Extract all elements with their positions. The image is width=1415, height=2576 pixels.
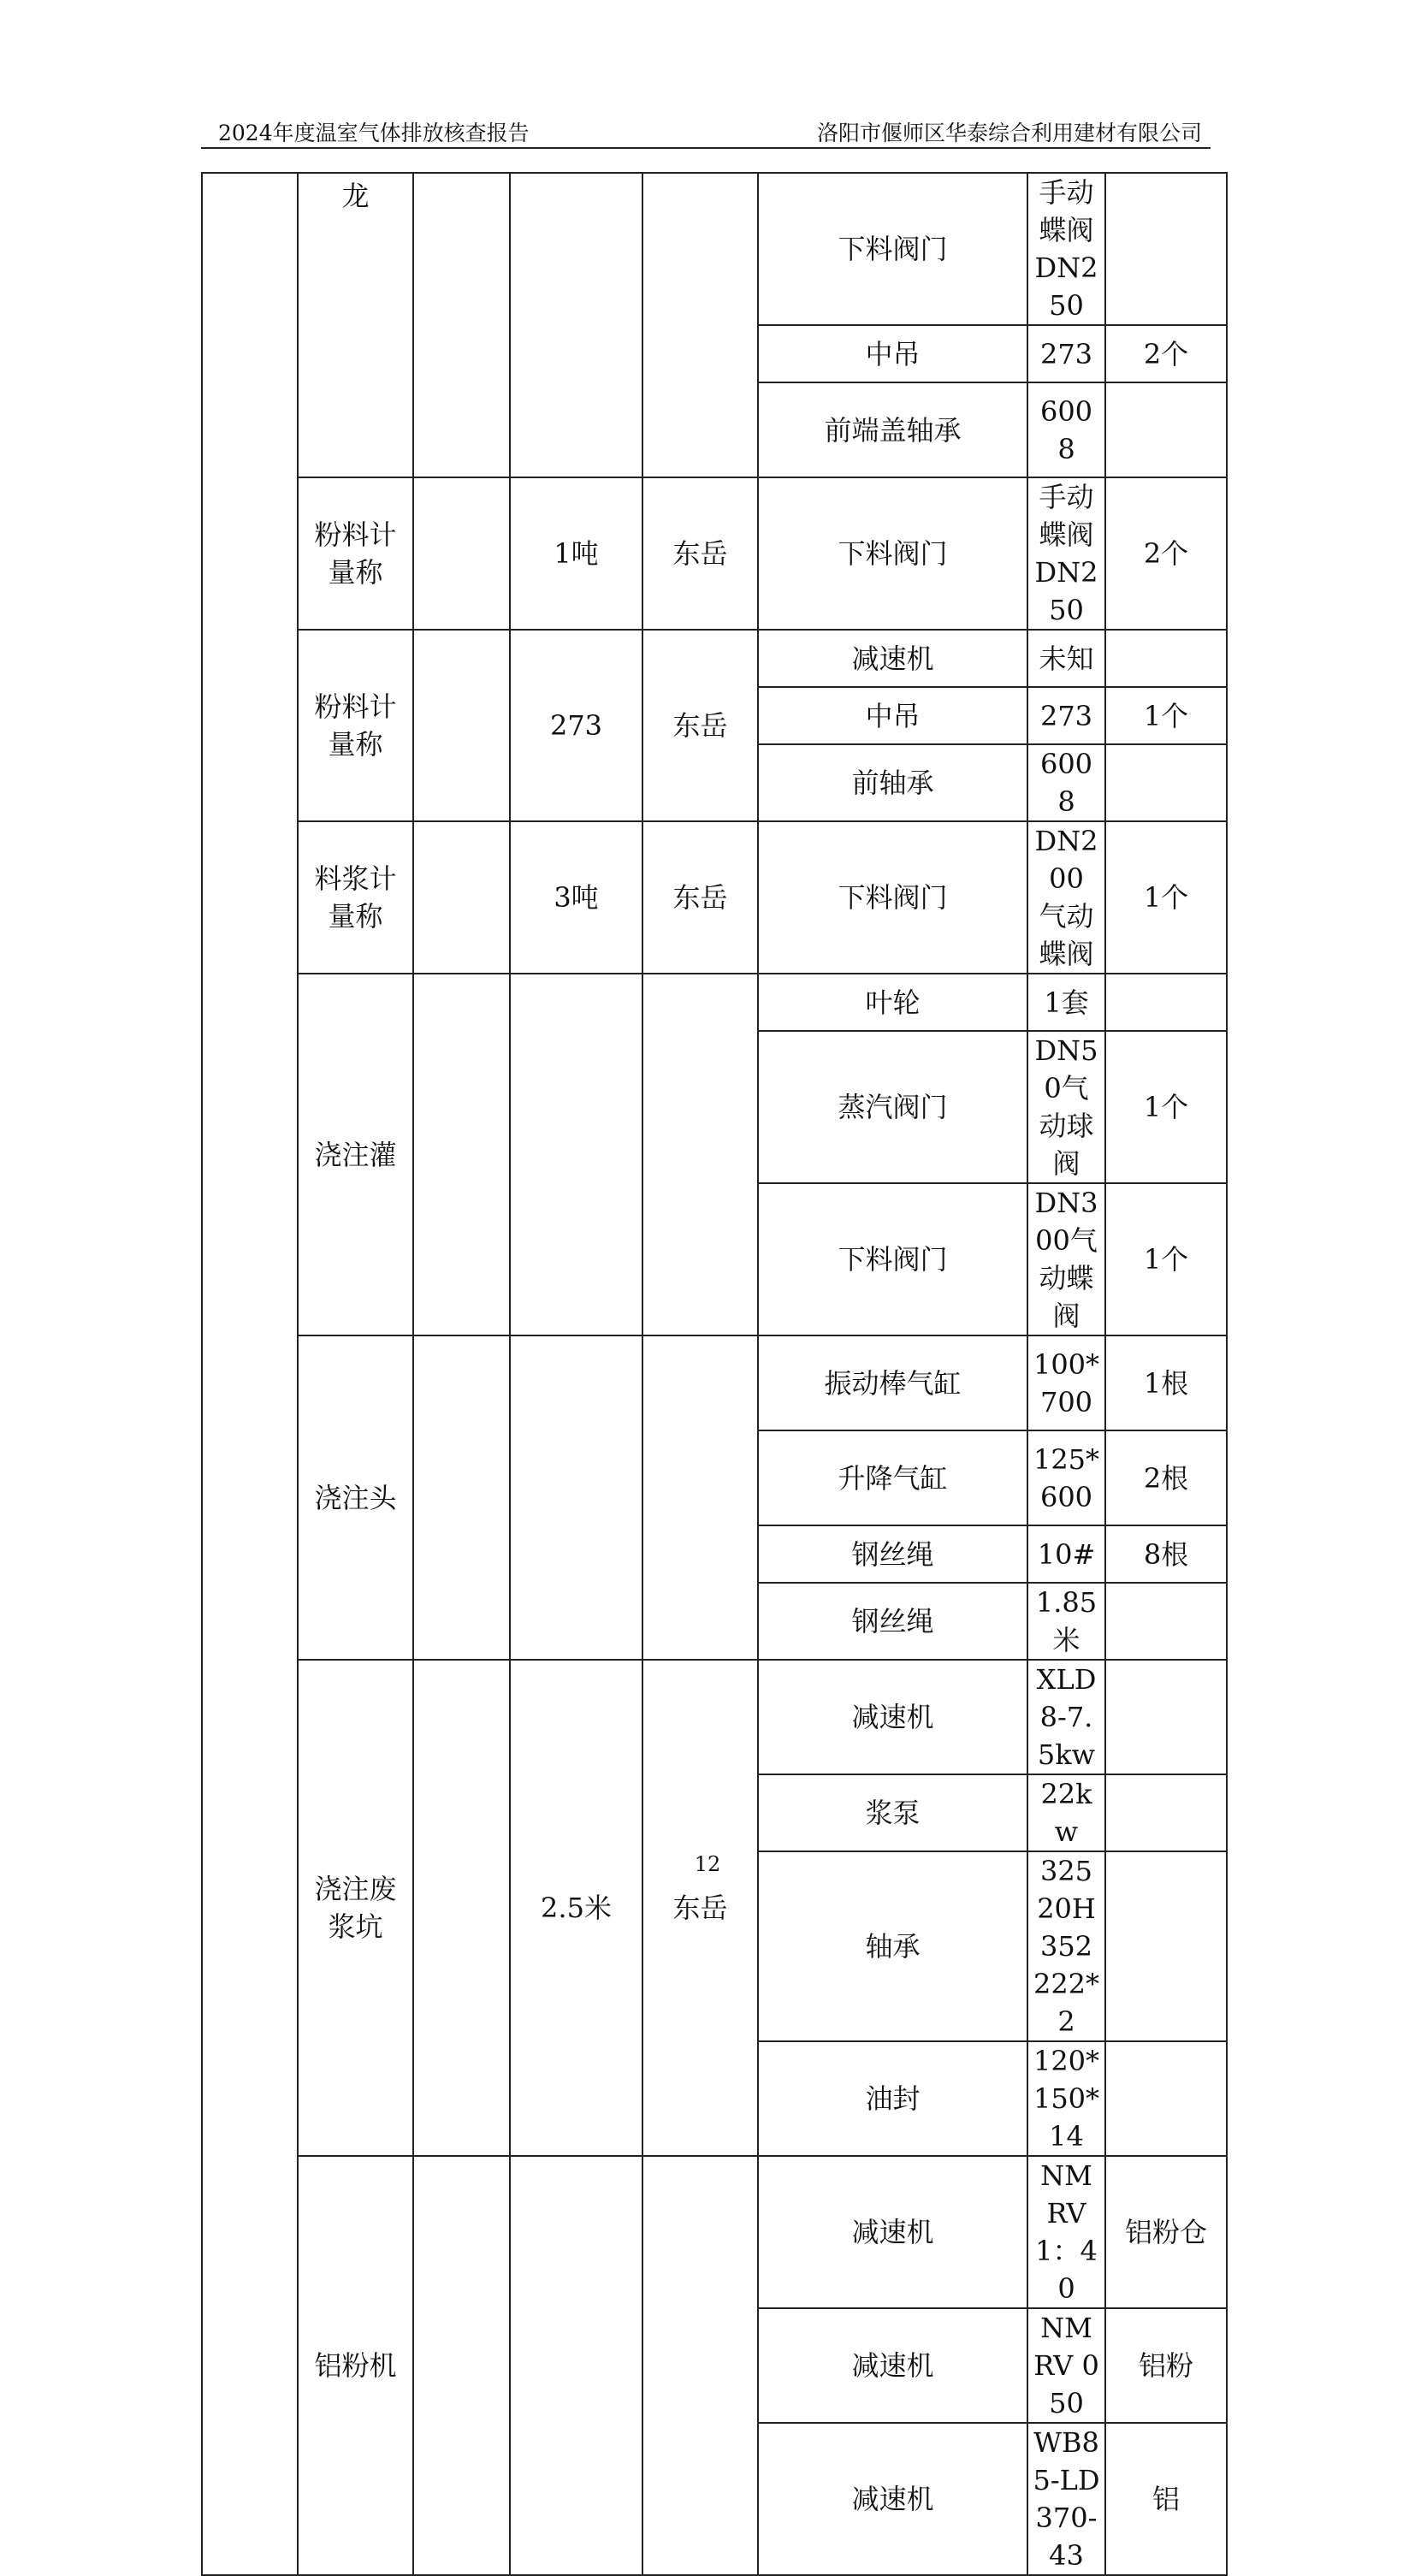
model-cell: WB85-LD370-43 [1027,2423,1105,2575]
qty-cell [1105,382,1227,477]
brand-cell: 东岳 [642,630,758,821]
part-cell: 叶轮 [758,974,1027,1031]
spec-cell [510,2156,642,2575]
blank-cell [413,974,510,1335]
part-cell: 浆泵 [758,1774,1027,1851]
part-cell: 中吊 [758,325,1027,382]
equipment-cell: 浇注头 [298,1335,413,1660]
part-cell: 升降气缸 [758,1430,1027,1525]
blank-cell [413,2156,510,2575]
blank-cell [413,477,510,630]
part-cell: 油封 [758,2041,1027,2156]
equipment-cell: 浇注灌 [298,974,413,1335]
model-cell: XLD8-7.5kw [1027,1660,1105,1774]
model-cell: 1套 [1027,974,1105,1031]
report-title: 2024年度温室气体排放核查报告 [218,121,530,145]
page-header [201,113,1211,149]
part-cell: 下料阀门 [758,477,1027,630]
part-cell: 中吊 [758,687,1027,744]
model-cell: 10# [1027,1525,1105,1583]
table-row [202,1660,1227,1774]
qty-cell: 铝粉 [1105,2308,1227,2423]
brand-cell: 东岳 [642,477,758,630]
brand-cell [642,173,758,477]
model-cell: DN50气动球阀 [1027,1031,1105,1183]
qty-cell [1105,630,1227,687]
blank-cell [413,1335,510,1660]
equipment-cell: 铝粉机 [298,2156,413,2575]
table-row [202,477,1227,630]
equipment-table [201,172,1228,2576]
model-cell: 1.85米 [1027,1583,1105,1660]
qty-cell: 1根 [1105,1335,1227,1430]
qty-cell: 1个 [1105,1183,1227,1335]
model-cell: DN200 气动蝶阀 [1027,821,1105,974]
table-row [202,821,1227,974]
part-cell: 振动棒气缸 [758,1335,1027,1430]
qty-cell [1105,974,1227,1031]
qty-cell: 铝 [1105,2423,1227,2575]
part-cell: 下料阀门 [758,1183,1027,1335]
model-cell: DN300气动蝶阀 [1027,1183,1105,1335]
equipment-cell: 龙 [298,173,413,477]
model-cell: 未知 [1027,630,1105,687]
part-cell: 钢丝绳 [758,1525,1027,1583]
blank-cell [413,173,510,477]
equipment-cell: 粉料计量称 [298,630,413,821]
part-cell: 前轴承 [758,744,1027,821]
part-cell: 减速机 [758,2308,1027,2423]
blank-left-column [202,173,298,2575]
model-cell: 120*150*14 [1027,2041,1105,2156]
model-cell: NMRV 050 [1027,2308,1105,2423]
spec-cell: 3吨 [510,821,642,974]
model-cell: 6008 [1027,382,1105,477]
model-cell: NMRV 1：40 [1027,2156,1105,2308]
part-cell: 前端盖轴承 [758,382,1027,477]
model-cell: 125*600 [1027,1430,1105,1525]
qty-cell: 1个 [1105,821,1227,974]
part-cell: 减速机 [758,1660,1027,1774]
qty-cell [1105,1851,1227,2041]
qty-cell: 1个 [1105,687,1227,744]
table-row [202,630,1227,687]
qty-cell [1105,1774,1227,1851]
model-cell: 6008 [1027,744,1105,821]
page-number: 12 [694,1852,721,1876]
brand-cell [642,974,758,1335]
part-cell: 减速机 [758,2156,1027,2308]
part-cell: 钢丝绳 [758,1583,1027,1660]
model-cell: 273 [1027,325,1105,382]
qty-cell: 2根 [1105,1430,1227,1525]
part-cell: 下料阀门 [758,173,1027,325]
brand-cell: 东岳 [642,821,758,974]
blank-cell [413,630,510,821]
spec-cell: 2.5米 [510,1660,642,2156]
blank-cell [413,821,510,974]
model-cell: 32520H 352222*2 [1027,1851,1105,2041]
spec-cell [510,1335,642,1660]
table-row [202,2156,1227,2308]
qty-cell: 2个 [1105,325,1227,382]
qty-cell [1105,173,1227,325]
spec-cell: 1吨 [510,477,642,630]
equipment-cell: 浇注废浆坑 [298,1660,413,2156]
table-row [202,173,1227,325]
qty-cell [1105,1583,1227,1660]
equipment-cell: 料浆计量称 [298,821,413,974]
model-cell: 手动蝶阀 DN250 [1027,477,1105,630]
spec-cell [510,173,642,477]
brand-cell [642,1335,758,1660]
part-cell: 轴承 [758,1851,1027,2041]
part-cell: 蒸汽阀门 [758,1031,1027,1183]
part-cell: 下料阀门 [758,821,1027,974]
part-cell: 减速机 [758,2423,1027,2575]
qty-cell [1105,744,1227,821]
brand-cell: 东岳 [642,1660,758,2156]
table-row [202,1335,1227,1430]
company-name: 洛阳市偃师区华泰综合利用建材有限公司 [816,121,1202,145]
qty-cell [1105,1660,1227,1774]
part-cell: 减速机 [758,630,1027,687]
qty-cell: 2个 [1105,477,1227,630]
qty-cell: 1个 [1105,1031,1227,1183]
blank-cell [413,1660,510,2156]
model-cell: 273 [1027,687,1105,744]
brand-cell [642,2156,758,2575]
equipment-cell: 粉料计量称 [298,477,413,630]
model-cell: 手动蝶阀 DN250 [1027,173,1105,325]
spec-cell [510,974,642,1335]
qty-cell [1105,2041,1227,2156]
table-row [202,974,1227,1031]
model-cell: 22kw [1027,1774,1105,1851]
spec-cell: 273 [510,630,642,821]
model-cell: 100*700 [1027,1335,1105,1430]
qty-cell: 铝粉仓 [1105,2156,1227,2308]
qty-cell: 8根 [1105,1525,1227,1583]
